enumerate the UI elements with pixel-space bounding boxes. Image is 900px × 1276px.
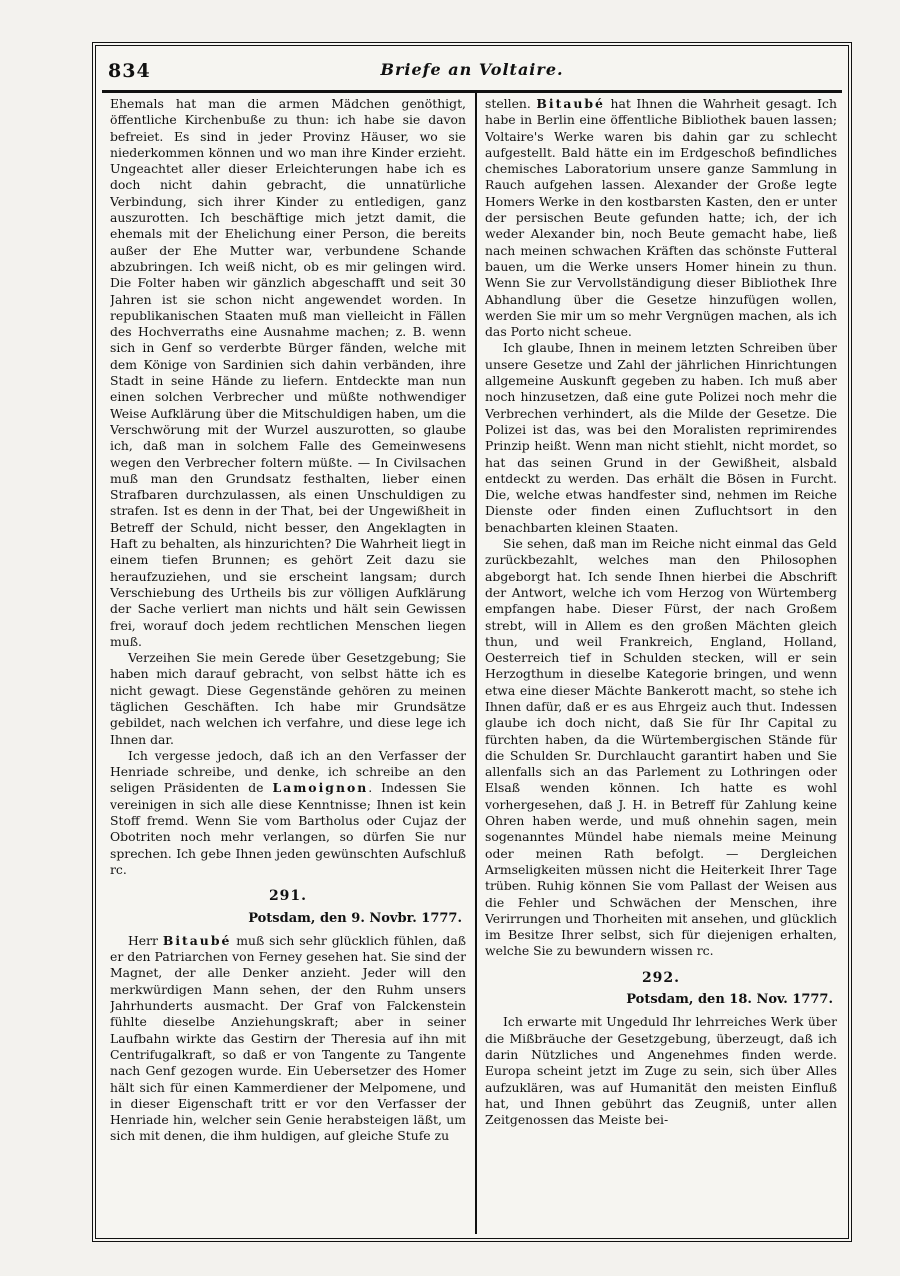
header-rule [102, 90, 842, 93]
paragraph-library [485, 96, 837, 340]
name-bitaube: Bitaubé [162, 932, 232, 948]
text-run: muß sich sehr glücklich fühlen, daß er den Patriarchen von Ferney gesehen hat. Sie sind der Magnet, der alle Denker anzieht. Jeder will den merkwürdigen Mann sehen, der den Ruhm unsers Jahrhunderts ausmacht. Der Graf von Falckenstein fühlte dieselbe Anziehungskraft; aber in seiner Laufbahn wirkte das Gestirn der Theresia auf ihn mit Centrifugalkraft, so daß er von Tangente zu Tangente nach Genf gezogen wurde. Ein Uebersetzer des Homer hält sich für einen Kammerdiener der Melpomene, und in dieser Eigenschaft tritt er vor den Verfasser der Henriade hin, welcher sein Genie herabsteigen läßt, um sich mit denen, die ihm huldigen, auf gleiche Stufe zu [110, 932, 466, 1144]
right-column [485, 96, 837, 1232]
left-column [110, 96, 466, 1232]
paragraph-letter-291 [110, 933, 466, 1145]
paragraph-henriade [110, 748, 466, 878]
page-header [106, 60, 838, 88]
column-divider [475, 93, 477, 1234]
book-page [92, 42, 852, 1242]
paragraph-continuation: Ehemals hat man die armen Mädchen genöthigt, öffentliche Kirchenbuße zu thun: ich habe sie davon befreiet. Es sind in jeder Provinz Häuser, wo sie niederkommen können und wo man ihre Kinder erzieht. Ungeachtet aller dieser Erleichterungen habe ich es doch nicht dahin gebracht, die unnatürliche Verbindung, sich ihrer Kinder zu entledigen, ganz auszurotten. Ich beschäftige mich jetzt damit, die ehemals mit der Ehelichung einer Person, die bereits außer der Ehe Mutter war, verbundene Schande abzubringen. Ich weiß nicht, ob es mir gelingen wird. Die Folter haben wir gänzlich abgeschafft und seit 30 Jahren ist sie schon nicht angewendet worden. In republikanischen Staaten muß man vielleicht in Fällen des Hochverraths eine Ausnahme machen; z. B. wenn sich in Genf so verderbte Bürger fänden, welche mit dem Könige von Sardinien sich dahin verbänden, ihre Stadt in seine Hände zu liefern. Entdeckte man nun einen solchen Verbrecher und müßte nothwendiger Weise Aufklärung über die Mitschuldigen haben, um die Verschwörung mit der Wurzel auszurotten, so glaube ich, daß man in solchem Falle des Gemeinwesens wegen den Verbrecher foltern müßte. — In Civilsachen muß man den Grundsatz festhalten, lieber einen Strafbaren durchzulassen, als einen Unschuldigen zu strafen. Ist es denn in der That, bei der Ungewißheit in Betreff der Schuld, nicht besser, den Angeklagten in Haft zu behalten, als hinzurichten? Die Wahrheit liegt in einem tiefen Brunnen; es gehört Zeit dazu sie heraufzuziehen, und sie erscheint langsam; durch Verschiebung des Urtheils bis zur völligen Aufklärung der Sache verliert man nichts und hält sein Gewissen frei, worauf doch jedem rechtlichen Menschen liegen muß. [110, 96, 466, 649]
text-run: Ich vergesse jedoch, daß ich an den Verfasser der Henriade schreibe, und denke, ich schreibe an den seligen Präsidenten de [110, 747, 466, 796]
name-lamoignon: Lamoignon [272, 780, 369, 796]
text-run: . Indessen Sie vereinigen in sich alle diese Kenntnisse; Ihnen ist kein Stoff fremd. Wenn Sie vom Bartholus oder Cujaz der Obotriten noch mehr verlangen, so dürfen Sie nur sprechen. Ich gebe Ihnen jeden gewünschten Aufschluß rc. [110, 780, 466, 877]
paragraph-wurtemberg: Sie sehen, daß man im Reiche nicht einmal das Geld zurückbezahlt, welches man den Philosophen abgeborgt hat. Ich sende Ihnen hierbei die Abschrift der Antwort, welche ich vom Herzog von Würtemberg empfangen habe. Dieser Fürst, der nach Großem strebt, will in Allem es den großen Mächten gleich thun, und weil Frankreich, England, Holland, Oesterreich tief in Schulden stecken, will er sein Herzogthum in dieselbe Kategorie bringen, und wenn etwa eine dieser Mächte Bankerott macht, so stehe ich Ihnen dafür, daß er es aus Ehrgeiz auch thut. Indessen glaube ich doch nicht, daß Sie für Ihr Capital zu fürchten haben, da die Würtembergischen Stände für die Schulden Sr. Durchlaucht garantirt haben und Sie allenfalls sich an das Parlement zu Lothringen oder Elsaß wenden können. Ich hatte es wohl vorhergesehen, daß J. H. in Betreff für Zahlung keine Ohren haben werde, und muß ohnehin sagen, mein sogenanntes Mündel habe niemals meine Meinung oder meinen Rath befolgt. — Dergleichen Armseligkeiten müssen nicht die Heiterkeit Ihrer Tage trüben. Ruhig können Sie vom Pallast der Weisen aus die Fehler und Schwächen der Menschen, ihre Verirrungen und Thorheiten mit ansehen, und glücklich im Besitze Ihrer selbst, sich für diejenigen erhalten, welche Sie zu bewundern wissen rc. [485, 536, 837, 959]
dateline-292: Potsdam, den 18. Nov. 1777. [626, 992, 833, 1008]
text-run: hat Ihnen die Wahrheit gesagt. Ich habe in Berlin eine öffentliche Bibliothek bauen lassen; Voltaire's Werke waren bis dahin gar zu schlecht aufgestellt. Bald hätte ein im Erdgeschoß befindliches chemisches Laboratorium unsere ganze Sammlung in Rauch aufgehen lassen. Alexander der Große legte Homers Werke in den kostbarsten Kasten, den er unter der persischen Beute gefunden hatte; ich, der ich weder Alexander bin, noch Beute gemacht habe, ließ nach meinen schwachen Kräften das schönste Futteral bauen, um die Werke unsers Homer hinein zu thun. Wenn Sie zur Vervollständigung dieser Bibliothek Ihre Abhandlung über die Gesetze hinzufügen wollen, werden Sie mir um so mehr Vergnügen machen, als ich das Porto nicht scheue. [485, 96, 837, 340]
paragraph-legislation: Verzeihen Sie mein Gerede über Gesetzgebung; Sie haben mich darauf gebracht, von selbst hätte ich es nicht gewagt. Diese Gegenstände gehören zu meinen täglichen Geschäften. Ich habe mir Grundsätze gebildet, nach welchen ich verfahre, und diese lege ich Ihnen dar. [110, 650, 466, 747]
letter-number-291: 291. [268, 888, 308, 905]
text-run: Herr [128, 932, 163, 948]
letter-number-292: 292. [641, 969, 681, 986]
running-title: Briefe an Voltaire. [380, 60, 564, 79]
page-number: 834 [108, 60, 151, 82]
text-run: stellen. [485, 96, 537, 111]
name-bitaube: Bitaubé [536, 96, 605, 111]
dateline-291: Potsdam, den 9. Novbr. 1777. [248, 910, 462, 926]
paragraph-letter-292: Ich erwarte mit Ungeduld Ihr lehrreiches Werk über die Mißbräuche der Gesetzgebung, überzeugt, daß ich darin Nützliches und Angenehmes finden werde. Europa scheint jetzt im Zuge zu sein, sich über Alles aufzuklären, was auf Humanität den meisten Einfluß hat, und Ihnen gebührt das Zeugniß, unter allen Zeitgenossen das Meiste bei- [485, 1014, 837, 1128]
paragraph-police: Ich glaube, Ihnen in meinem letzten Schreiben über unsere Gesetze und Zahl der jährlichen Hinrichtungen allgemeine Auskunft gegeben zu haben. Ich muß aber noch hinzusetzen, daß eine gute Polizei noch mehr die Verbrechen verhindert, als die Milde der Gesetze. Die Polizei ist das, was bei den Moralisten reprimirendes Prinzip heißt. Wenn man nicht stiehlt, nicht mordet, so hat das seinen Grund in der Gewißheit, alsbald entdeckt zu werden. Das erhält die Bösen in Furcht. Die, welche etwas handfester sind, nehmen im Reiche Dienste oder finden einen Zufluchtsort in den benachbarten kleinen Staaten. [485, 340, 837, 535]
